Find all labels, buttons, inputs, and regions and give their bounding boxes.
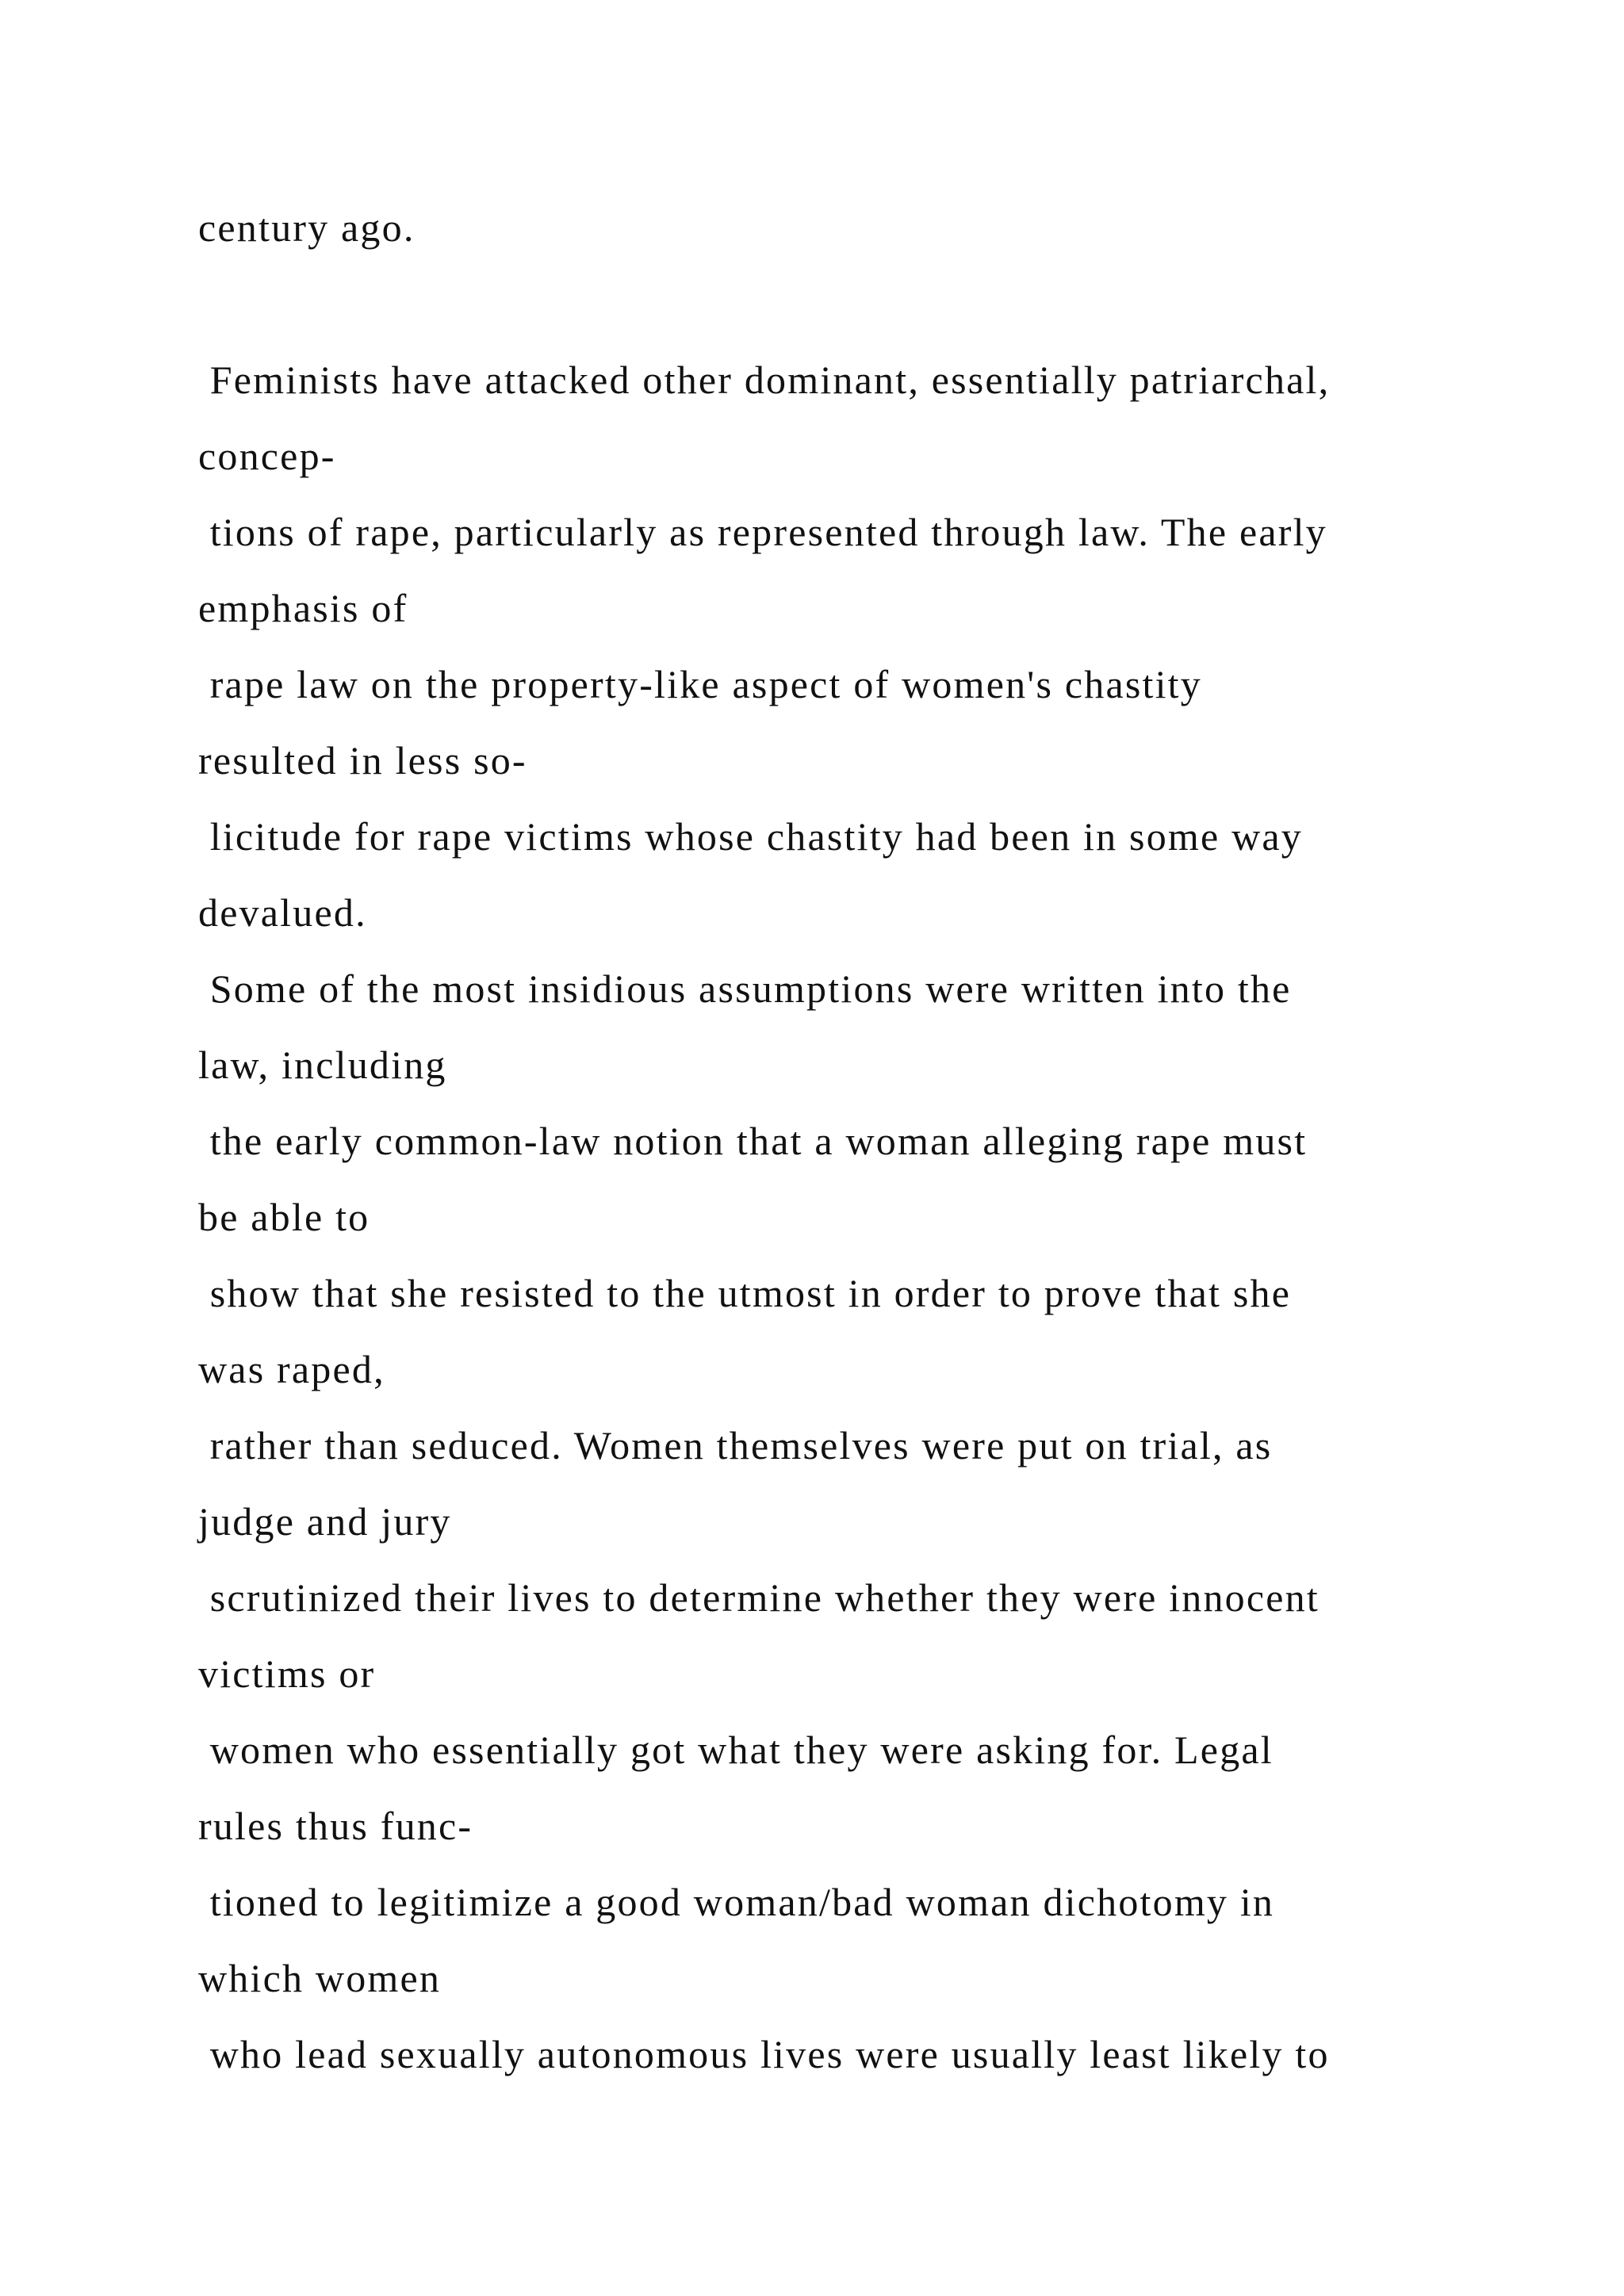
text-line: be able to [198,1195,370,1239]
text-line: emphasis of [198,586,408,630]
text-line: law, including [198,1043,447,1087]
text-line: which women [198,1956,442,2000]
text-line: resulted in less so- [198,738,527,783]
text-line: show that she resisted to the utmost in order to prove that she [198,1271,1292,1315]
text-line: was raped, [198,1347,385,1391]
text-line: devalued. [198,890,367,935]
text-line: Some of the most insidious assumptions were written into the [198,966,1292,1011]
text-line: century ago. [198,205,416,250]
text-line: who lead sexually autonomous lives were usually least likely to [198,2032,1330,2076]
text-line: rape law on the property-like aspect of women's chastity [198,662,1202,706]
text-line: women who essentially got what they were asking for. Legal [198,1728,1274,1772]
text-line: tions of rape, particularly as represented through law. The early [198,510,1327,554]
text-line: victims or [198,1651,376,1696]
text-line: judge and jury [198,1499,452,1544]
text-line: rather than seduced. Women themselves were put on trial, as [198,1423,1273,1468]
text-line: licitude for rape victims whose chastity had been in some way [198,814,1303,859]
text-line: rules thus func- [198,1804,473,1848]
text-line: concep- [198,434,336,478]
text-line: tioned to legitimize a good woman/bad woman dichotomy in [198,1880,1275,1924]
text-line: Feminists have attacked other dominant, essentially patriarchal, [198,358,1331,402]
text-line: the early common-law notion that a woman alleging rape must [198,1119,1308,1163]
text-line: scrutinized their lives to determine whether they were innocent [198,1575,1320,1620]
